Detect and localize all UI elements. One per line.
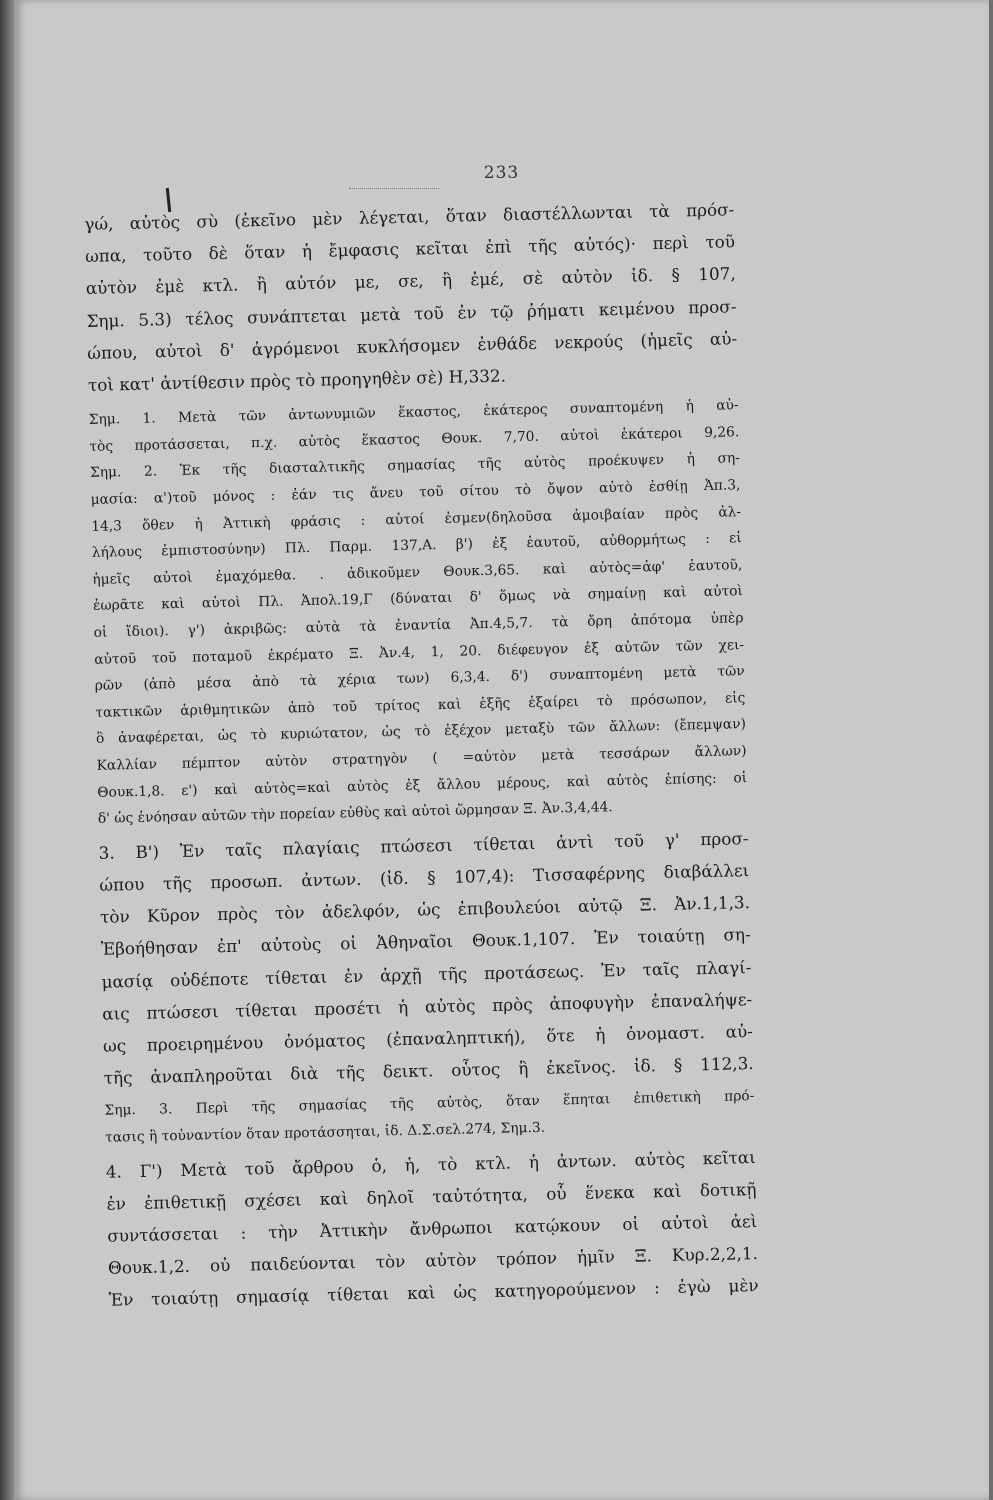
text-line: ώπου τῆς προσωπ. ἀντων. (ἰδ. § 107,4): Τισσαφέρνης διαβάλλει: [99, 860, 750, 895]
text-line: ωπα, τοῦτο δὲ ὅταν ἡ ἔμφασις κεῖται ἐπὶ τῆς αὐτός)· περὶ τοῦ: [84, 231, 736, 267]
page-number-rule: [349, 188, 439, 189]
binding-gutter: [0, 0, 14, 1500]
text-line: Σημ. 5.3) τέλος συνάπτεται μετὰ τοῦ ἐν τῷ ῥήματι κειμένου προσ-: [86, 295, 737, 331]
text-line: 3. Β') Ἐν ταῖς πλαγίαις πτώσεσι τίθεται ἀντὶ τοῦ γ' προσ-: [98, 827, 749, 863]
text-line: τοὶ κατ' ἀντίθεσιν πρὸς τὸ προηγηθὲν σὲ) Η,332.: [87, 365, 507, 395]
text-line: Ἐν τοιαύτῃ σημασίᾳ τίθεται καὶ ὡς κατηγορούμενον : ἐγὼ μὲν: [108, 1275, 759, 1311]
text-line: ώπου, αὐτοὶ δ' ἀγρόμενοι κυκλήσομεν ἐνθάδε νεκρούς (ἡμεῖς αὐ-: [87, 328, 738, 363]
note-line: Καλλίαν πέμπτον αὐτὸν στρατηγὸν ( =αὐτὸν μετὰ τεσσάρων ἄλλων): [96, 743, 747, 774]
note-line: Σημ. 3. Περὶ τῆς σημασίας τῆς αὐτὸς, ὅταν ἕπηται ἐπιθετικὴ πρό-: [104, 1088, 755, 1120]
note-line: τὸς προτάσσεται, π.χ. αὐτὸς ἕκαστος Θουκ. 7,70. αὐτοὶ ἑκάτεροι 9,26.: [89, 424, 740, 455]
notes-block-1: [89, 392, 748, 832]
text-line: μασίᾳ οὐδέποτε τίθεται ἐν ἀρχῇ τῆς προτάσεως. Ἐν ταῖς πλαγί-: [101, 956, 752, 992]
text-line: 4. Γ') Μετὰ τοῦ ἄρθρου ὁ, ἡ, τὸ κτλ. ἡ ἀντων. αὐτὸς κεῖται: [105, 1146, 756, 1182]
note-line: Σημ. 2. Ἐκ τῆς διασταλτικῆς σημασίας τῆς αὐτὸς προέκυψεν ἡ ση-: [89, 450, 741, 482]
note-line: 14,3 ὅθεν ἡ Ἀττικὴ φράσις : αὐτοί ἐσμεν(δηλοῦσα ἀμοιβαίαν πρὸς ἀλ-: [91, 503, 742, 535]
note-line: τασις ἢ τοὐναντίον ὅταν προτάσσηται, ἰδ. Δ.Σ.σελ.274, Σημ.3.: [104, 1119, 546, 1146]
page-text: [84, 193, 759, 1316]
note-line: αὐτοῦ τοῦ ποταμοῦ ἐκρέματο Ξ. Ἀν.4, 1, 20. διέφευγον ἐξ αὐτῶν τῶν χει-: [94, 636, 745, 668]
main-text-block-2: [98, 822, 754, 1094]
note-line: δ' ὡς ἐνόησαν αὐτῶν τὴν πορείαν εὐθὺς καὶ αὐτοὶ ὥρμησαν Ξ. Ἀν.3,4,44.: [97, 799, 613, 827]
note-line: μασία: α')τοῦ μόνος : ἐάν τις ἄνευ τοῦ σίτου τὸ ὄψον αὐτὸ ἐσθίῃ Ἀπ.3,: [90, 477, 741, 508]
text-line: γώ, αὐτὸς σὺ (ἐκεῖνο μὲν λέγεται, ὅταν διαστέλλωνται τὰ πρόσ-: [84, 199, 735, 234]
text-line: αὐτὸν ἐμὲ κτλ. ἢ αὐτόν με, σε, ἢ ἐμέ, σὲ αὐτὸν ἰδ. § 107,: [85, 263, 736, 299]
page-number: 233: [483, 163, 520, 183]
note-line: τακτικῶν ἀριθμητικῶν ἀπὸ τοῦ τρίτος καὶ ἑξῆς ἐξαίρει τὸ πρόσωπον, εἰς: [95, 689, 746, 721]
text-line: Ἐβοήθησαν ἐπ' αὐτοὺς οἱ Ἀθηναῖοι Θουκ.1,107. Ἐν τοιαύτῃ ση-: [100, 924, 751, 960]
text-line: τῆς ἀναπληροῦται διὰ τῆς δεικτ. οὗτος ἢ ἐκεῖνος. ἰδ. § 112,3.: [103, 1053, 754, 1088]
note-line: ὃ ἀναφέρεται, ὡς τὸ κυριώτατον, ὡς τὸ ἐξέχον μεταξὺ τῶν ἄλλων: (ἔπεμψαν): [95, 716, 747, 748]
note-line: λήλους ἐμπιστοσύνην) Πλ. Παρμ. 137,Α. β') ἐξ ἑαυτοῦ, αὐθορμήτως : εἰ: [91, 530, 742, 562]
text-line: ως προειρημένου ὀνόματος (ἐπαναληπτική), ὅτε ἡ ὀνομαστ. αὐ-: [102, 1020, 754, 1056]
note-line: οἱ ἴδιοι). γ') ἀκριβῶς: αὐτὰ τὰ ἐναντία Ἀπ.4,5,7. τὰ ὄρη ἀπότομα ὑπὲρ: [93, 610, 744, 641]
main-text-block-1: [84, 193, 738, 401]
note-line: ἡμεῖς αὐτοὶ ἐμαχόμεθα. . ἀδικοῦμεν Θουκ.3,65. καὶ αὐτὸς=ἀφ' ἑαυτοῦ,: [92, 556, 743, 588]
note-line: ρῶν (ἀπὸ μέσα ἀπὸ τὰ χέρια των) 6,3,4. δ') συναπτομένη μετὰ τῶν: [94, 663, 745, 695]
main-text-block-3: [105, 1141, 758, 1317]
text-line: συντάσσεται : τὴν Ἀττικὴν ἄνθρωποι κατῴκουν οἱ αὐτοὶ ἀεὶ: [107, 1210, 758, 1246]
note-line: Θουκ.1,8. ε') καὶ αὐτὸς=καὶ αὐτὸς ἐξ ἄλλου μέρους, καὶ αὐτὸς ἐπίσης: οἱ: [97, 769, 748, 801]
note-line: Σημ. 1. Μετὰ τῶν ἀντωνυμιῶν ἕκαστος, ἑκάτερος συναπτομένη ἡ αὐ-: [88, 397, 739, 429]
book-page: [14, 0, 989, 1500]
text-line: Θουκ.1,2. οὐ παιδεύονται τὸν αὐτὸν τρόπον ἡμῖν Ξ. Κυρ.2,2,1.: [107, 1243, 759, 1278]
note-line: ἑωρᾶτε καὶ αὐτοὶ Πλ. Ἀπολ.19,Γ (δύναται δ' ὅμως νὰ σημαίνῃ καὶ αὐτοὶ: [92, 583, 744, 615]
text-line: αις πτώσεσι τίθεται προσέτι ἡ αὐτὸς πρὸς ἀποφυγὴν ἐπαναλήψε-: [102, 988, 753, 1024]
text-line: ἐν ἐπιθετικῇ σχέσει καὶ δηλοῖ ταὐτότητα, οὗ ἕνεκα καὶ δοτικῇ: [106, 1178, 757, 1214]
text-line: τὸν Κῦρον πρὸς τὸν ἀδελφόν, ὡς ἐπιβουλεύοι αὐτῷ Ξ. Ἀν.1,1,3.: [99, 892, 751, 927]
